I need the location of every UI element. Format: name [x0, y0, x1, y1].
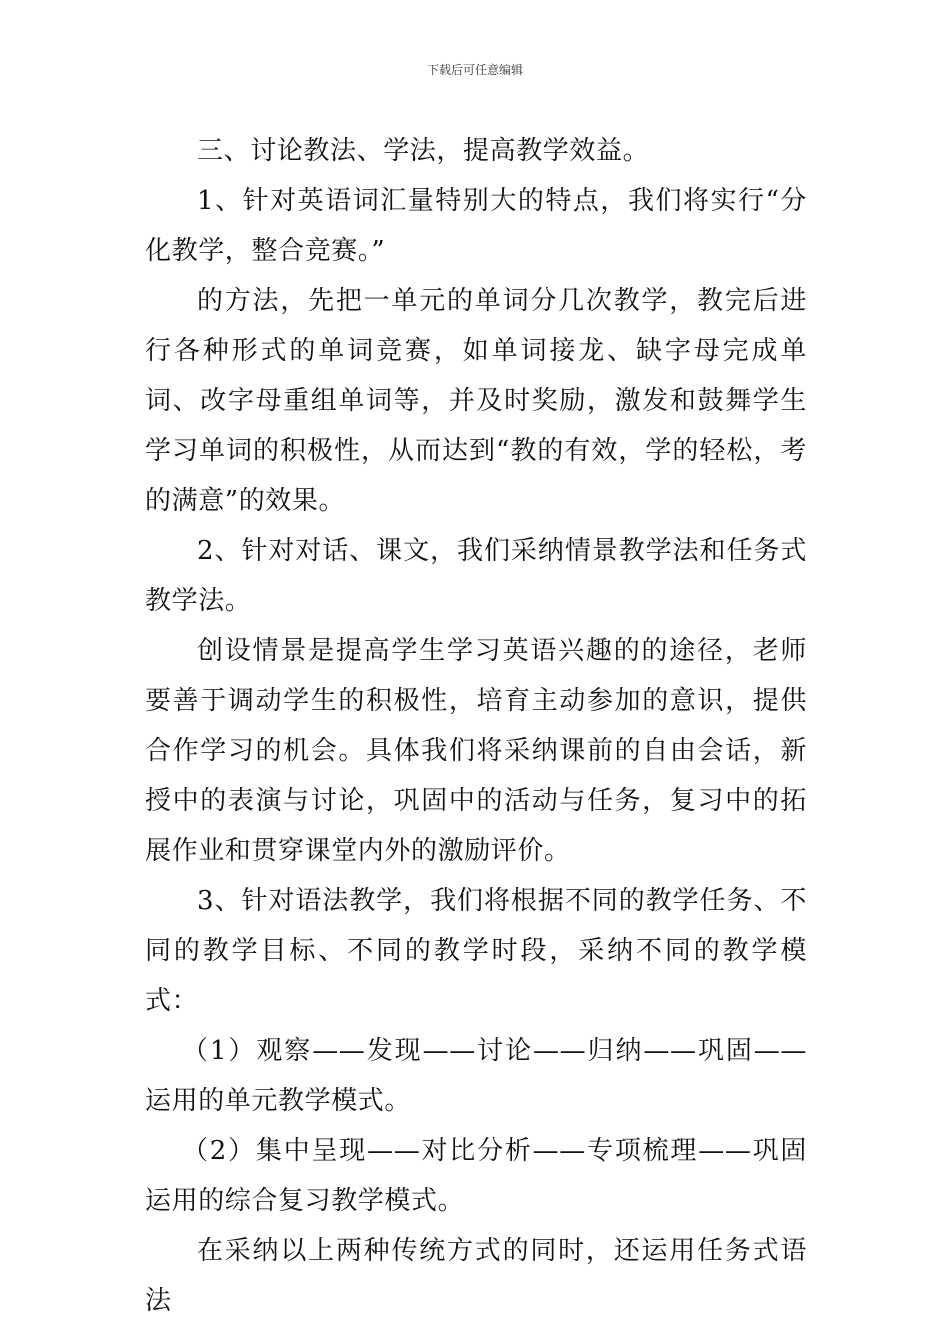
document-body	[145, 126, 807, 1326]
paragraph-vocabulary-method: 的方法，先把一单元的单词分几次教学，教完后进行各种形式的单词竞赛，如单词接龙、缺字母完成单词、改字母重组单词等，并及时奖励，激发和鼓舞学生学习单词的积极性，从而达到“教的有效，学的轻松，考的满意”的效果。	[145, 286, 807, 516]
list-item-model-1: （1）观察——发现——讨论——归纳——巩固——运用的单元教学模式。	[145, 1036, 807, 1116]
paragraph-situation: 创设情景是提高学生学习英语兴趣的的途径，老师要善于调动学生的积极性，培育主动参加的意识，提供合作学习的机会。具体我们将采纳课前的自由会话，新授中的表演与讨论，巩固中的活动与任务，复习中的拓展作业和贯穿课堂内外的激励评价。	[145, 636, 807, 866]
section-heading: 三、讨论教法、学法，提高教学效益。	[197, 136, 650, 166]
paragraph-grammar: 3、针对语法教学，我们将根据不同的教学任务、不同的教学目标、不同的教学时段，采纳不同的教学模式：	[145, 886, 807, 1016]
paragraph-dialogue: 2、针对对话、课文，我们采纳情景教学法和任务式教学法。	[145, 536, 807, 616]
page-header: 下载后可任意编辑	[426, 63, 523, 77]
list-item-model-2: （2）集中呈现——对比分析——专项梳理——巩固运用的综合复习教学模式。	[145, 1136, 807, 1216]
paragraph-vocabulary: 1、针对英语词汇量特别大的特点，我们将实行“分化教学，整合竞赛。”	[145, 186, 807, 266]
paragraph-task-grammar: 在采纳以上两种传统方式的同时，还运用任务式语法	[145, 1236, 807, 1316]
